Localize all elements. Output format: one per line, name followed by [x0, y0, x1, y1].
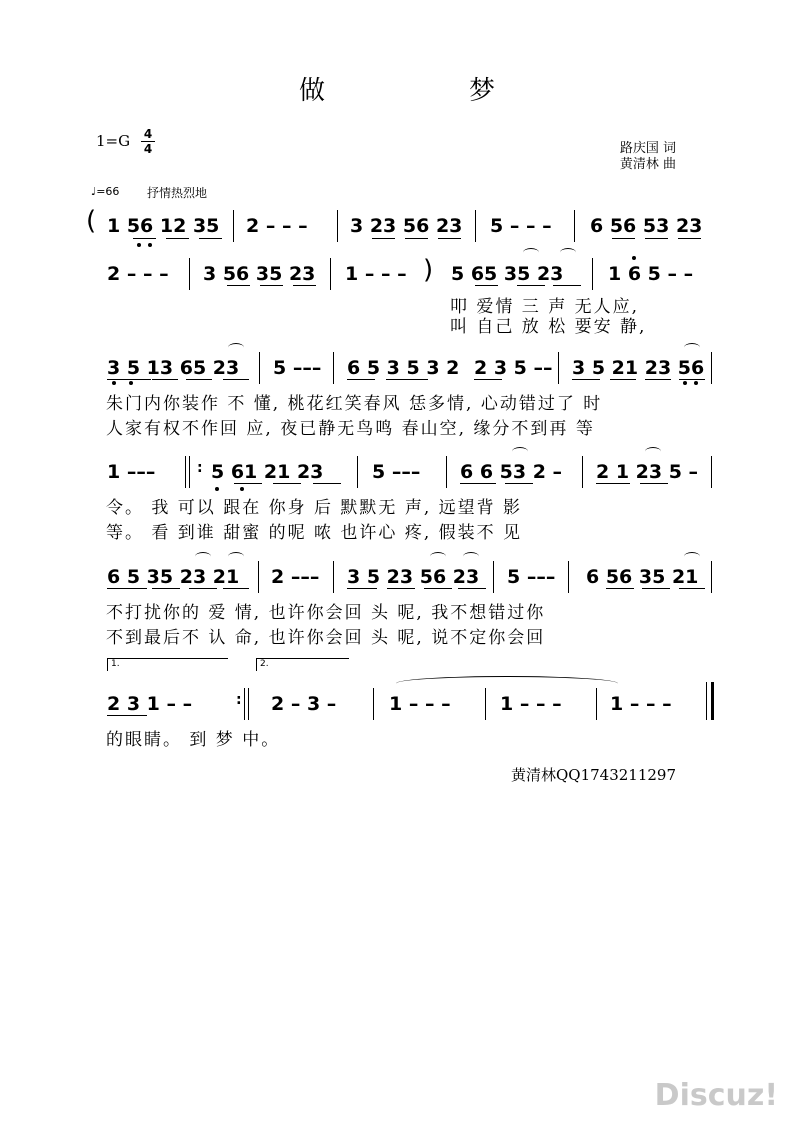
- beam: [199, 238, 222, 239]
- tie-arc: [523, 248, 539, 257]
- measure-2-5: 1 6 5 – –: [608, 263, 694, 285]
- beam: [227, 285, 250, 286]
- beam: [610, 379, 636, 380]
- expression-marking: 抒情热烈地: [147, 186, 208, 200]
- measure-6-3: 1 – – –: [389, 693, 451, 715]
- final-barline: [706, 682, 714, 720]
- beam: [186, 379, 212, 380]
- barline: [711, 456, 712, 488]
- closing-paren: ): [423, 255, 434, 285]
- low-octave-dot: [137, 243, 141, 247]
- tie-arc: [684, 552, 700, 561]
- beam: [152, 588, 180, 589]
- beam: [405, 238, 428, 239]
- measure-1-1: 1 56 12 35: [107, 215, 220, 237]
- measure-2-4: 5 65 35 23: [451, 263, 564, 285]
- lyric-3-1: 朱门内你装作 不 懂, 桃花红笑春风 恁多情, 心动错过了 时: [106, 394, 603, 414]
- beam: [612, 238, 635, 239]
- measure-4-3: 5 –––: [372, 461, 421, 483]
- measure-3-2: 5 –––: [273, 357, 322, 379]
- repeat-barline: [244, 688, 249, 720]
- beam: [107, 715, 147, 716]
- barline: [446, 456, 447, 488]
- beam: [572, 379, 600, 380]
- beam: [107, 588, 147, 589]
- beam: [640, 483, 668, 484]
- tie-arc: [560, 248, 576, 257]
- barline: [711, 561, 712, 593]
- low-octave-dot: [240, 487, 244, 491]
- repeat-dots: :: [236, 692, 242, 708]
- beam: [475, 285, 498, 286]
- beam: [460, 483, 496, 484]
- time-signature: [141, 128, 155, 155]
- barline: [357, 456, 358, 488]
- beam: [474, 379, 502, 380]
- barline: [493, 561, 494, 593]
- tie-arc: [512, 447, 528, 456]
- beam: [107, 379, 151, 380]
- barline: [258, 561, 259, 593]
- measure-4-5: 2 1 23 5 –: [596, 461, 699, 483]
- beam: [642, 588, 670, 589]
- barline: [582, 456, 583, 488]
- beam: [458, 588, 486, 589]
- tie-arc: [430, 552, 446, 561]
- measure-5-3: 3 5 23 56 23: [347, 566, 480, 588]
- discuz-watermark: Discuz!: [654, 1078, 778, 1113]
- measure-5-4: 5 –––: [507, 566, 556, 588]
- barline: [333, 352, 334, 384]
- barline: [568, 561, 569, 593]
- measure-3-1: 3 5 13 65 23: [107, 357, 240, 379]
- tie-arc: [463, 552, 479, 561]
- barline: [475, 210, 476, 242]
- tie-arc: [228, 552, 244, 561]
- low-octave-dot: [112, 381, 116, 385]
- measure-4-1: 1 –––: [107, 461, 156, 483]
- opening-paren: (: [86, 206, 97, 236]
- barline: [592, 258, 593, 290]
- beam: [166, 238, 189, 239]
- beam: [189, 588, 217, 589]
- beam: [387, 588, 415, 589]
- volta-2: [256, 658, 349, 671]
- measure-4-4: 6 6 53 2 –: [460, 461, 563, 483]
- measure-3-3: 6 5 3 5 3 2: [347, 357, 460, 379]
- beam: [645, 379, 671, 380]
- measure-2-1: 2 – – –: [107, 263, 169, 285]
- lyric-4-2: 等。 看 到谁 甜蜜 的呢 哝 也许心 疼, 假装不 见: [106, 523, 523, 543]
- high-octave-dot: [632, 256, 636, 260]
- volta-1-label: 1.: [111, 659, 120, 669]
- barline: [574, 210, 575, 242]
- lyricist-credit: 路庆国 词: [619, 141, 676, 156]
- beam: [606, 588, 634, 589]
- beam: [273, 483, 301, 484]
- tempo-marking: ♩=66: [91, 185, 120, 198]
- measure-5-5: 6 56 35 21: [586, 566, 699, 588]
- measure-3-4: 2 3 5 ––: [474, 357, 553, 379]
- measure-6-5: 1 – – –: [610, 693, 672, 715]
- barline: [711, 352, 712, 384]
- lyric-5-1: 不打扰你的 爱 情, 也许你会回 头 呢, 我不想错过你: [106, 603, 546, 623]
- beam: [223, 379, 249, 380]
- lyric-4-1: 令。 我 可以 跟在 你身 后 默默无 声, 远望背 影: [106, 498, 523, 518]
- title-char-2: 梦: [469, 76, 496, 106]
- barline: [330, 258, 331, 290]
- beam: [260, 285, 283, 286]
- volta-1: [107, 658, 228, 671]
- beam: [596, 483, 630, 484]
- beam: [645, 238, 668, 239]
- beam: [678, 238, 701, 239]
- lyric-2-1: 叩 爱情 三 声 无人应,: [450, 297, 640, 317]
- tie-arc: [228, 343, 244, 352]
- measure-3-5: 3 5 21 23 56: [572, 357, 705, 379]
- measure-2-2: 3 56 35 23: [203, 263, 316, 285]
- volta-2-label: 2.: [260, 659, 269, 669]
- beam: [347, 379, 375, 380]
- beam: [424, 588, 452, 589]
- barline: [189, 258, 190, 290]
- tie-arc: [396, 676, 618, 691]
- beam: [372, 238, 395, 239]
- tie-arc: [195, 552, 211, 561]
- tie-arc: [645, 447, 661, 456]
- barline: [259, 352, 260, 384]
- measure-5-2: 2 –––: [271, 566, 320, 588]
- barline: [596, 688, 597, 720]
- beam: [505, 483, 533, 484]
- low-octave-dot: [683, 381, 687, 385]
- beam: [223, 588, 249, 589]
- beam: [152, 379, 178, 380]
- repeat-dots: :: [197, 460, 203, 476]
- beam: [293, 285, 316, 286]
- beam: [133, 238, 156, 239]
- low-octave-dot: [148, 243, 152, 247]
- low-octave-dot: [694, 381, 698, 385]
- measure-2-3: 1 – – –: [345, 263, 407, 285]
- measure-1-4: 5 – – –: [490, 215, 552, 237]
- measure-4-2: 5 61 21 23: [211, 461, 324, 483]
- signature-credit: 黄清林QQ1743211297: [510, 766, 676, 784]
- barline: [373, 688, 374, 720]
- beam: [438, 238, 461, 239]
- measure-6-2: 2 – 3 –: [271, 693, 337, 715]
- time-signature-bottom: 4: [143, 142, 153, 156]
- barline: [558, 352, 559, 384]
- beam: [517, 285, 545, 286]
- time-signature-top: 4: [143, 127, 153, 141]
- tie-arc: [684, 343, 700, 352]
- title-char-1: 做: [299, 76, 326, 106]
- lyric-5-2: 不到最后不 认 命, 也许你会回 头 呢, 说不定你会回: [106, 628, 546, 648]
- measure-1-2: 2 – – –: [246, 215, 308, 237]
- key-signature: 1=G: [96, 132, 131, 150]
- barline: [337, 210, 338, 242]
- measure-6-1: 2 3 1 – –: [107, 693, 193, 715]
- low-octave-dot: [129, 381, 133, 385]
- lyric-2-2: 叫 自己 放 松 要安 静,: [450, 317, 647, 337]
- measure-6-4: 1 – – –: [500, 693, 562, 715]
- beam: [234, 483, 262, 484]
- lyric-6-1: 的眼睛。 到 梦 中。: [106, 730, 281, 750]
- composer-credit: 黄清林 曲: [619, 157, 676, 172]
- measure-1-5: 6 56 53 23: [590, 215, 703, 237]
- beam: [347, 588, 377, 589]
- measure-1-3: 3 23 56 23: [350, 215, 463, 237]
- beam: [313, 483, 341, 484]
- repeat-barline: [185, 456, 190, 488]
- beam: [553, 285, 581, 286]
- barline: [333, 561, 334, 593]
- low-octave-dot: [215, 487, 219, 491]
- beam: [679, 379, 705, 380]
- beam: [386, 379, 428, 380]
- barline: [485, 688, 486, 720]
- lyric-3-2: 人家有权不作回 应, 夜已静无鸟鸣 春山空, 缘分不到再 等: [106, 419, 595, 439]
- measure-5-1: 6 5 35 23 21: [107, 566, 240, 588]
- beam: [679, 588, 705, 589]
- barline: [233, 210, 234, 242]
